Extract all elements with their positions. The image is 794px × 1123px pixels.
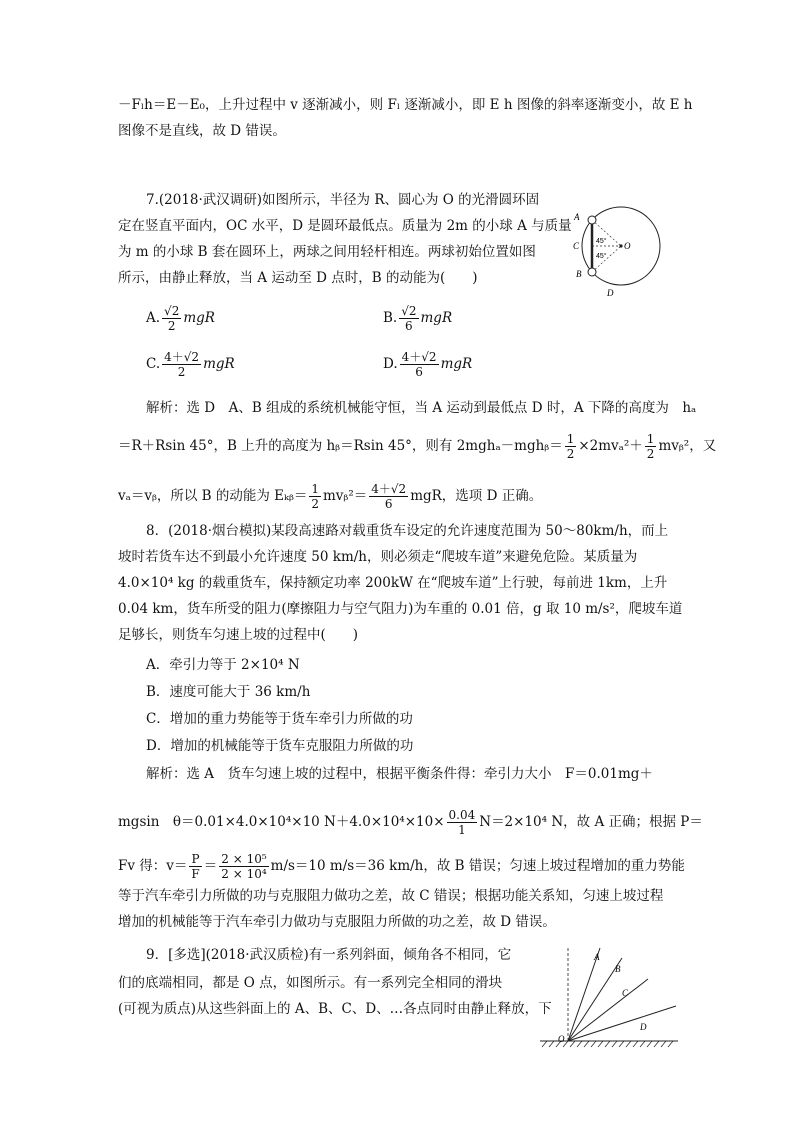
q7-option-d-den: 6: [415, 365, 423, 379]
q7-option-b-num: √2: [401, 304, 417, 318]
q8-sol3-frac-1-den: F: [191, 867, 200, 881]
q9-stem-line-2: 们的底端相同，都是 O 点，如图所示。有一系列完全相同的滑块: [118, 975, 503, 991]
q7-option-b-den: 6: [405, 319, 413, 333]
q7-option-d-unit: mgR: [440, 356, 473, 372]
q7-sol2-text-a: ＝R＋Rsin 45°，B 上升的高度为 hᵦ＝Rsin 45°，则有 2mghₐ－mghᵦ＝: [118, 438, 563, 454]
q8-stem-line-2: 坡时若货车达不到最小允许速度 50 km/h，则必须走“爬坡车道”来避免危险。某质量为: [118, 549, 638, 565]
q7-fig-angle-1: 45°: [596, 238, 607, 245]
q7-fig-label-B: B: [576, 269, 582, 279]
q8-stem-line-4: 0.04 km，货车所受的阻力(摩擦阻力与空气阻力)为车重的 0.01 倍，g 取 10 m/s²，爬坡车道: [118, 601, 683, 617]
q7-sol2-frac-1: [565, 432, 577, 461]
prev-line-2: 图像不是直线，故 D 错误。: [118, 123, 286, 139]
q8-solution-line-3: [118, 852, 685, 881]
q7-option-c: [146, 350, 235, 379]
q8-sol3-text-b: m/s＝10 m/s＝36 km/h，故 B 错误；匀速上坡过程增加的重力势能: [270, 858, 685, 874]
q8-solution-line-2: [118, 808, 703, 837]
q9-incline-figure: [536, 944, 682, 1054]
q8-sol2-frac: [447, 808, 478, 837]
q7-option-b-label: B.: [383, 310, 398, 326]
q7-sol3-frac-2-num: 4＋√2: [371, 482, 407, 496]
q7-fig-label-O: O: [624, 241, 631, 251]
q7-sol2-text-b: ×2mvₐ²＋: [578, 438, 643, 454]
q7-stem-line-2: 定在竖直平面内，OC 水平，D 是圆环最低点。质量为 2m 的小球 A 与质量: [118, 218, 572, 234]
q8-sol2-frac-num: 0.04: [448, 808, 476, 822]
q9-stem-line-1: 9．[多选](2018·武汉质检)有一系列斜面，倾角各不相同，它: [146, 947, 512, 963]
q8-sol3-frac-1-num: P: [189, 852, 201, 867]
q7-option-a-fraction: [162, 304, 181, 333]
q7-fig-label-C: C: [573, 241, 580, 251]
q7-fig-angle-2: 45°: [596, 253, 607, 260]
q7-sol3-text-b: mvᵦ²＝: [323, 488, 368, 504]
q8-stem-line-3: 4.0×10⁴ kg 的载重货车，保持额定功率 200kW 在“爬坡车道”上行驶，每前进 1km，上升: [118, 575, 668, 591]
q7-solution-line-1: 解析：选 D A、B 组成的系统机械能守恒，当 A 运动到最低点 D 时，A 下降的高度为 hₐ: [146, 400, 697, 416]
q7-sol3-frac-1-num: 1: [311, 482, 319, 496]
q8-option-d: D．增加的机械能等于货车克服阻力所做的功: [146, 738, 414, 754]
q8-stem-line-5: 足够长，则货车匀速上坡的过程中( ): [118, 627, 359, 643]
q7-option-c-unit: mgR: [203, 356, 235, 372]
q7-stem-line-4: 所示，由静止释放，当 A 运动至 D 点时，B 的动能为( ): [118, 270, 478, 286]
q7-solution-line-2: [118, 432, 716, 461]
q7-fig-label-A: A: [574, 212, 580, 222]
q7-option-d-fraction: [400, 350, 439, 379]
q7-option-b: [383, 304, 452, 333]
q7-sol3-frac-1-den: 2: [311, 497, 319, 511]
q9-fig-label-C: C: [622, 988, 629, 998]
q8-solution-line-4: 等于汽车牵引力所做的功与克服阻力做功之差，故 C 错误；根据功能关系知，匀速上坡过程: [118, 888, 664, 904]
q7-stem-line-3: 为 m 的小球 B 套在圆环上，两球之间用轻杆相连。两球初始位置如图: [118, 244, 536, 260]
q8-sol3-frac-2-num: 2 × 10⁵: [221, 852, 267, 866]
q9-stem-line-3: (可视为质点)从这些斜面上的 A、B、C、D、…各点同时由静止释放，下: [118, 1001, 552, 1017]
q8-stem-line-1: 8．(2018·烟台模拟)某段高速路对载重货车设定的允许速度范围为 50～80km/h，而上: [146, 523, 669, 539]
q7-option-b-fraction: [399, 304, 418, 333]
q7-sol2-frac-2-num: 1: [646, 432, 655, 446]
q9-fig-label-O: O: [558, 1034, 565, 1044]
q8-sol3-text-a: Fv 得：v＝: [118, 858, 188, 874]
q8-solution-line-5: 增加的机械能等于汽车牵引力做功与克服阻力所做的功之差，故 D 错误。: [118, 914, 556, 930]
q9-fig-label-A: A: [594, 952, 600, 962]
q7-sol2-frac-2: [645, 432, 657, 461]
q7-option-b-unit: mgR: [420, 310, 453, 326]
q7-ring-figure: [566, 203, 684, 303]
q7-option-a: [146, 304, 215, 333]
q7-option-c-label: C.: [146, 356, 161, 372]
q8-sol2-text-b: N＝2×10⁴ N，故 A 正确；根据 P＝: [479, 814, 703, 830]
q7-option-d-num: 4＋√2: [401, 350, 437, 364]
q7-solution-line-3: [118, 482, 542, 511]
q7-sol3-frac-2-den: 6: [384, 497, 393, 511]
q8-sol3-frac-2: [219, 852, 268, 881]
q7-option-a-den: 2: [167, 319, 176, 333]
q9-fig-label-B: B: [615, 964, 621, 974]
q7-sol3-text-c: mgR，选项 D 正确。: [410, 488, 543, 504]
q8-sol3-frac-2-den: 2 × 10⁴: [221, 867, 267, 881]
q8-sol3-frac-1: [189, 852, 201, 881]
q7-option-c-den: 2: [177, 365, 186, 379]
q7-option-c-num: 4＋√2: [164, 350, 200, 364]
q7-stem-line-1: 7.(2018·武汉调研)如图所示，半径为 R、圆心为 O 的光滑圆环固: [146, 192, 540, 208]
q7-sol2-frac-2-den: 2: [646, 447, 655, 461]
q8-option-b: B．速度可能大于 36 km/h: [146, 684, 311, 700]
q7-sol3-text-a: vₐ＝vᵦ，所以 B 的动能为 Eₖᵦ＝: [118, 488, 308, 504]
q7-option-a-unit: mgR: [183, 310, 215, 326]
q8-sol2-frac-den: 1: [458, 823, 466, 837]
q7-option-a-label: A.: [146, 310, 161, 326]
q7-sol2-frac-1-num: 1: [566, 432, 575, 446]
q8-sol2-text-a: mgsin θ＝0.01×4.0×10⁴×10 N＋4.0×10⁴×10×: [118, 814, 445, 830]
q7-fig-label-D: D: [607, 288, 614, 298]
q7-option-d: [383, 350, 472, 379]
q7-sol2-text-c: mvᵦ²，又: [658, 438, 717, 454]
q7-sol2-frac-1-den: 2: [566, 447, 575, 461]
q7-sol3-frac-1: [309, 482, 321, 511]
q7-option-c-fraction: [162, 350, 201, 379]
q9-fig-label-D: D: [640, 1022, 647, 1032]
q8-option-a: A．牵引力等于 2×10⁴ N: [146, 657, 300, 673]
q8-option-c: C．增加的重力势能等于货车牵引力所做的功: [146, 711, 413, 727]
q7-option-a-num: √2: [164, 304, 180, 318]
q7-option-d-label: D.: [383, 356, 398, 372]
prev-line-1: －Fₗh＝E－E₀，上升过程中 v 逐渐减小，则 Fₗ 逐渐减小，即 E h 图像的斜率逐渐变小，故 E h: [118, 97, 693, 113]
q8-sol3-equals: ＝: [203, 858, 218, 874]
q8-solution-line-1: 解析：选 A 货车匀速上坡的过程中，根据平衡条件得：牵引力大小 F＝0.01mg＋: [146, 766, 653, 782]
q7-sol3-frac-2: [369, 482, 408, 511]
